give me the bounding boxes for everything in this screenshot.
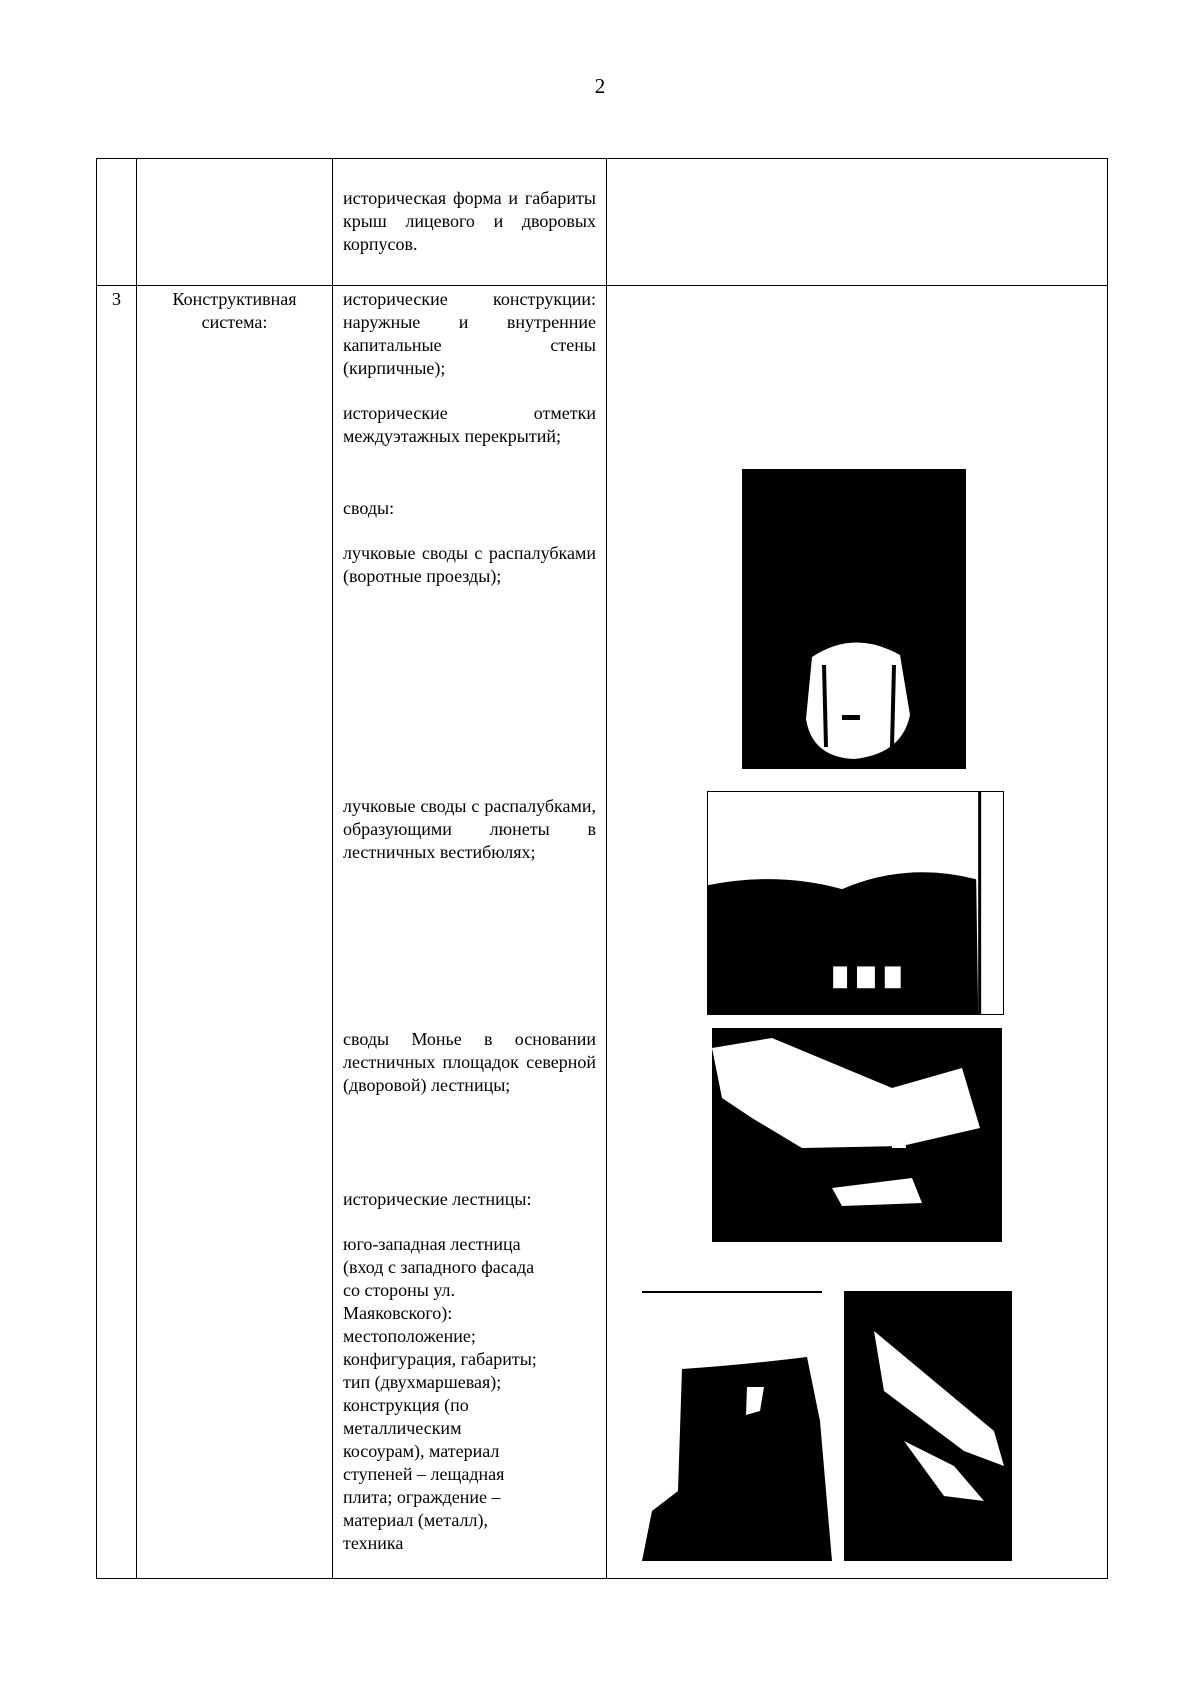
staircase-photo-right [844, 1291, 1016, 1561]
table-row [97, 286, 1108, 1579]
table-row [97, 159, 1108, 286]
vault-lunette-vestibule-photo [707, 791, 1004, 1015]
row-number-cell [97, 159, 137, 286]
monier-vault-text: своды Монье в основании лестничных площадок северной (дворовой) лестницы; [343, 1029, 596, 1095]
vault-gateway-photo [742, 469, 966, 769]
description-text: историческая форма и габариты крыш лицевого и дворовых корпусов. [343, 188, 596, 254]
southwest-staircase-text: юго-западная лестница (вход с западного фасада со стороны ул. Маяковского): местоположение; конфигурация, габариты; тип (двухмаршевая); конструкция (по металлическим косоурам), материал ступеней – лещадная плита; ограждение – материал (металл), техника [343, 1234, 537, 1553]
row-name-cell: Конструктивная система: [137, 286, 333, 1579]
monier-vault-photo [712, 1028, 1002, 1242]
constructions-text: исторические конструкции: наружные и внутренние капитальные стены (кирпичные); [343, 289, 596, 378]
staircase-photo-left [642, 1291, 838, 1561]
vault-lunette-text: лучковые своды с распалубками, образующими люнеты в лестничных вестибюлях; [343, 796, 596, 862]
vaults-heading: своды: [343, 498, 395, 518]
vault-gateway-text: лучковые своды с распалубками (воротные проезды); [343, 543, 596, 586]
page-number: 2 [594, 74, 606, 98]
row-name-cell [137, 159, 333, 286]
staircases-heading: исторические лестницы: [343, 1189, 532, 1209]
protected-elements-table [96, 158, 1108, 1579]
photo-cell [607, 159, 1108, 286]
row-number-cell: 3 [97, 286, 137, 1579]
floor-levels-text: исторические отметки междуэтажных перекрытий; [343, 403, 596, 446]
description-cell [333, 286, 607, 1579]
photo-cell [607, 286, 1108, 1579]
description-cell [333, 159, 607, 286]
